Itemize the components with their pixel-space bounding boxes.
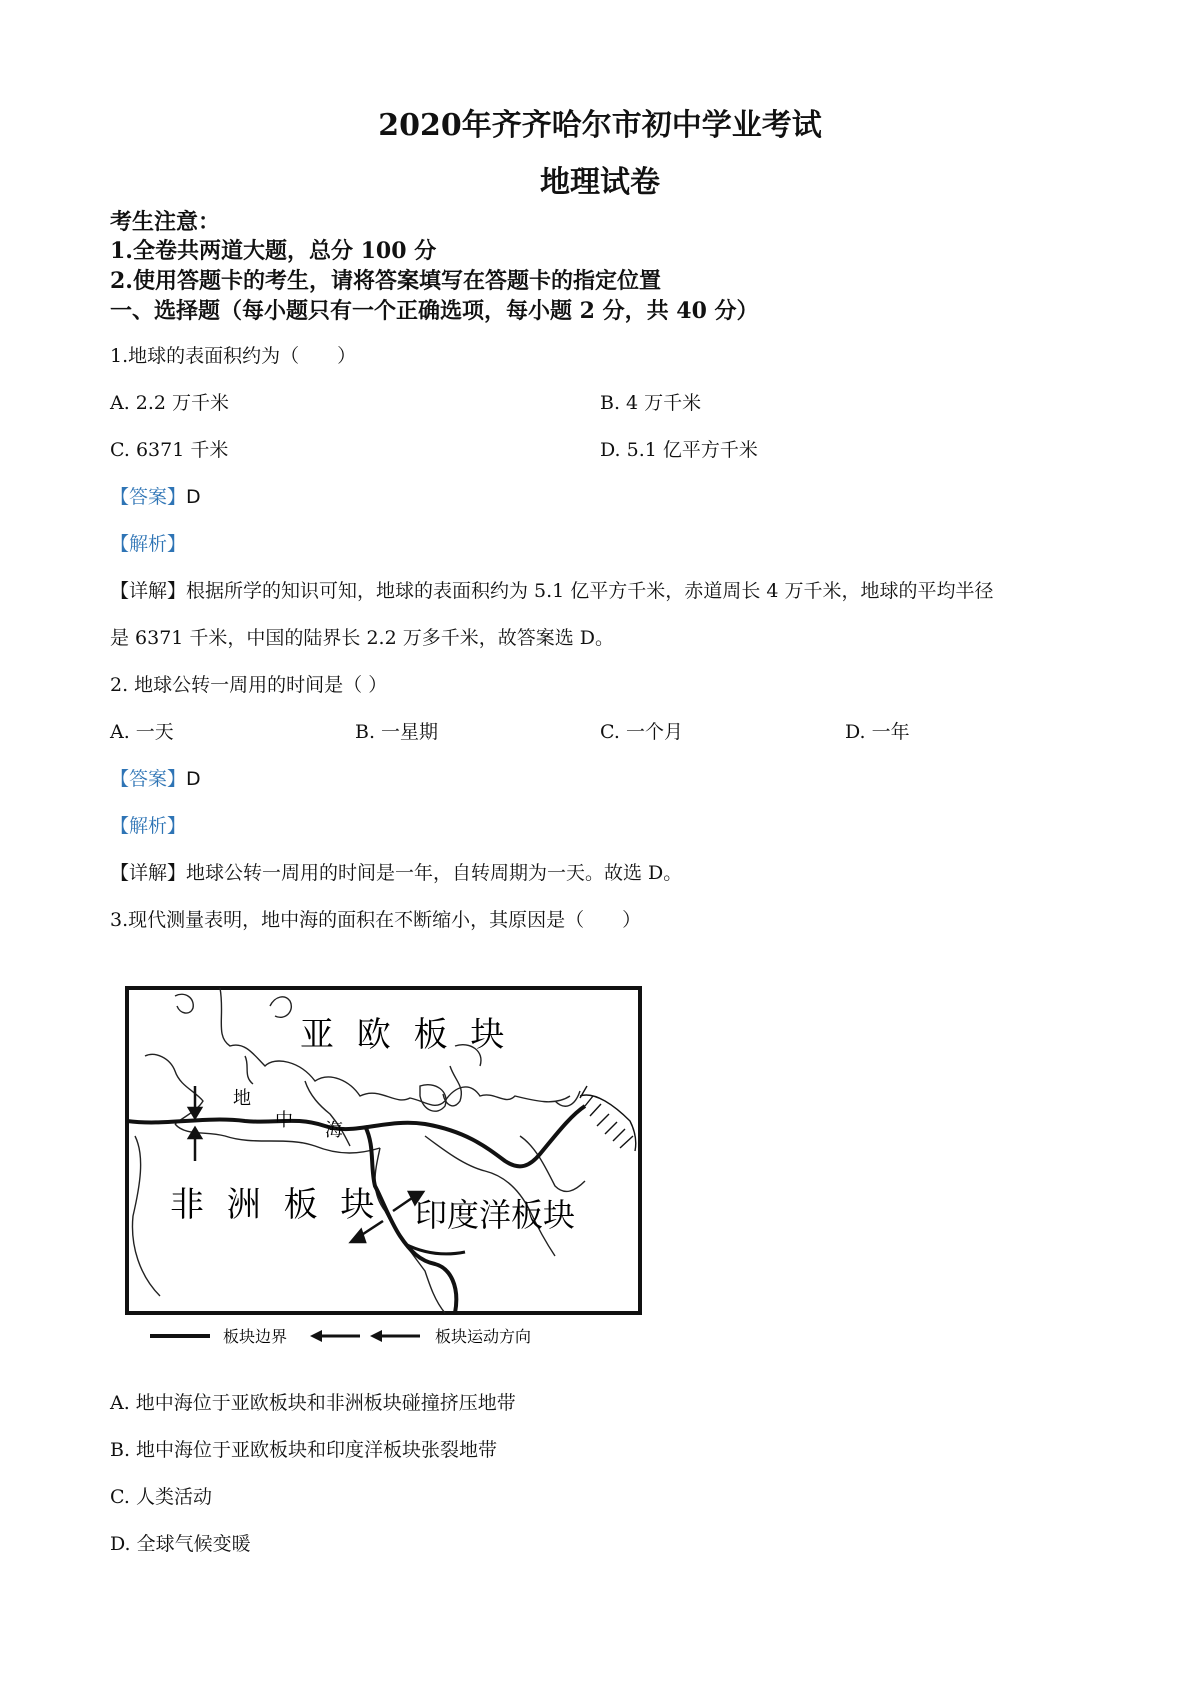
section-heading: 一、选择题（每小题只有一个正确选项，每小题 2 分，共 40 分）: [110, 298, 759, 324]
q1-option-b: B. 4 万千米: [600, 392, 702, 414]
answer-value: D: [186, 768, 201, 790]
q2-answer: [110, 764, 201, 791]
q1-option-c: C. 6371 千米: [110, 439, 229, 461]
q1-option-d: D. 5.1 亿平方千米: [600, 439, 758, 461]
q2-option-c: C. 一个月: [600, 721, 683, 743]
q2-option-b: B. 一星期: [355, 721, 439, 743]
plate-map-figure: [125, 986, 645, 1346]
q3-option-b: B. 地中海位于亚欧板块和印度洋板块张裂地带: [110, 1439, 498, 1461]
q2-stem: 2. 地球公转一周用的时间是（ ）: [110, 674, 388, 696]
label-eurasian-plate: 亚 欧 板 块: [300, 1015, 511, 1055]
detail-label: 【详解】: [110, 580, 187, 602]
map-legend: [150, 1327, 531, 1346]
answer-label: 【答案】: [110, 768, 187, 790]
q3-stem: 3.现代测量表明，地中海的面积在不断缩小，其原因是（ ）: [110, 909, 642, 931]
q1-answer: [110, 482, 201, 509]
label-hai: 海: [325, 1120, 343, 1141]
exam-subtitle: 地理试卷: [540, 165, 660, 200]
q3-option-d: D. 全球气候变暖: [110, 1533, 251, 1555]
q1-option-a: A. 2.2 万千米: [110, 392, 230, 414]
label-di: 地: [233, 1088, 251, 1109]
answer-value: D: [186, 486, 201, 508]
q3-option-c: C. 人类活动: [110, 1486, 212, 1508]
label-zhong: 中: [275, 1110, 293, 1131]
legend-direction-label: 板块运动方向: [435, 1327, 532, 1346]
notice-heading: 考生注意：: [110, 209, 221, 235]
detail-text: 地球公转一周用的时间是一年，自转周期为一天。故选 D。: [186, 862, 683, 884]
exam-title: 2020年齐齐哈尔市初中学业考试: [378, 108, 822, 143]
q1-detail-line-2: 是 6371 千米，中国的陆界长 2.2 万多千米，故答案选 D。: [110, 627, 615, 649]
legend-arrow-head-1: [310, 1330, 322, 1342]
q1-stem: 1.地球的表面积约为（ ）: [110, 345, 357, 367]
legend-arrow-head-2: [370, 1330, 382, 1342]
answer-label: 【答案】: [110, 486, 187, 508]
notice-line-2: 2.使用答题卡的考生，请将答案填写在答题卡的指定位置: [110, 268, 661, 294]
notice-line-1: 1.全卷共两道大题，总分 100 分: [110, 238, 437, 264]
detail-label: 【详解】: [110, 862, 187, 884]
detail-text: 根据所学的知识可知，地球的表面积约为 5.1 亿平方千米，赤道周长 4 万千米，地球的平均半径: [186, 580, 994, 602]
q1-detail-line-1: [110, 576, 993, 603]
q2-option-d: D. 一年: [845, 721, 910, 743]
legend-boundary-label: 板块边界: [223, 1327, 288, 1346]
label-indian-plate: 印度洋板块: [415, 1196, 576, 1234]
q1-analysis-label: 【解析】: [110, 533, 187, 555]
q3-option-a: A. 地中海位于亚欧板块和非洲板块碰撞挤压地带: [110, 1392, 516, 1414]
q2-analysis-label: 【解析】: [110, 815, 187, 837]
q2-detail: [110, 858, 682, 885]
label-african-plate: 非 洲 板 块: [170, 1185, 381, 1225]
q2-option-a: A. 一天: [110, 721, 174, 743]
